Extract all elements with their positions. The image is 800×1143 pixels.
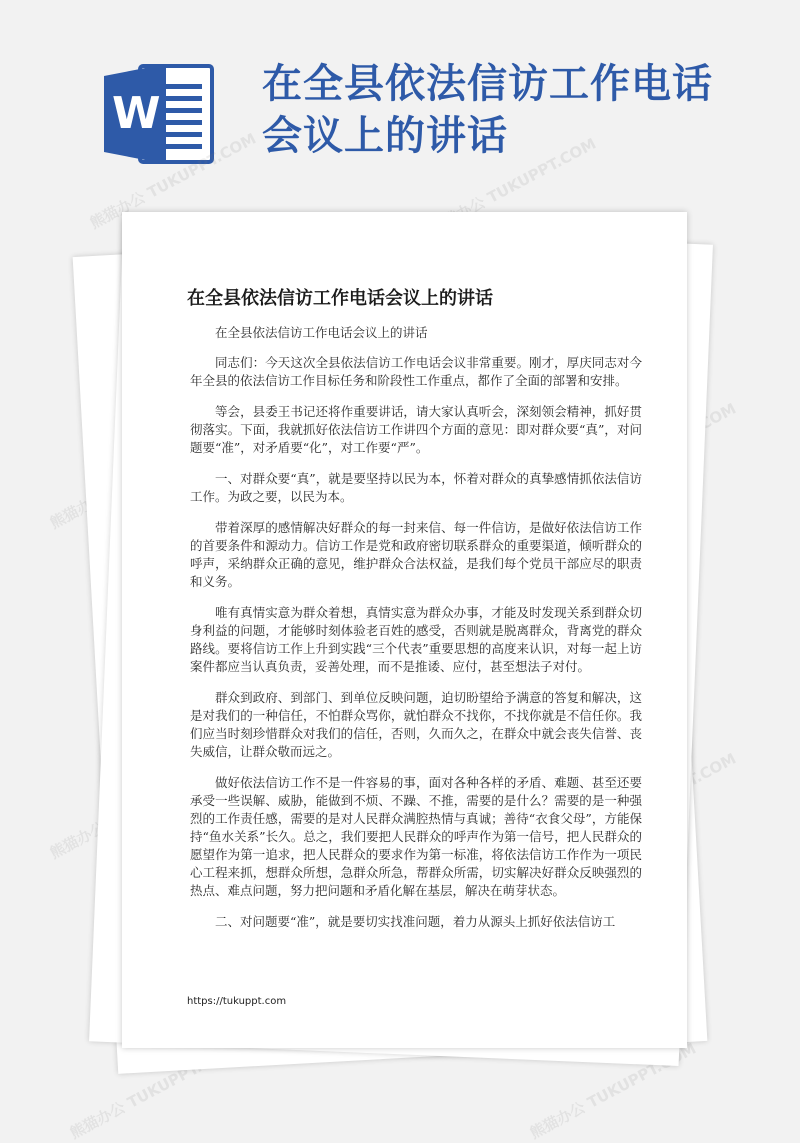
- paragraph: 带着深厚的感情解决好群众的每一封来信、每一件信访，是做好依法信访工作的首要条件和源动力。信访工作是党和政府密切联系群众的重要渠道，倾听群众的呼声，采纳群众正确的意见，维护群众合法权益，是我们每个党员干部应尽的职责和义务。: [190, 520, 642, 589]
- paragraph: 二、对问题要“准”，就是要切实找准问题，着力从源头上抓好依法信访工: [215, 914, 616, 929]
- document-subtitle: 在全县依法信访工作电话会议上的讲话: [215, 325, 428, 340]
- paragraph: 一、对群众要“真”，就是要坚持以民为本，怀着对群众的真挚感情抓依法信访工作。为政之要，以民为本。: [190, 471, 642, 504]
- watermark: 熊猫办公 TUKUPPT.COM: [426, 134, 600, 238]
- paragraph: 唯有真情实意为群众着想，真情实意为群众办事，才能及时发现关系到群众切身利益的问题，才能够时刻体验老百姓的感受，否则就是脱离群众，背离党的群众路线。要将信访工作上升到实践“三个代表”重要思想的高度来认识，对每一起上访案件都应当认真负责，妥善处理，而不是推诿、应付，甚至想法子对付。: [190, 605, 642, 674]
- watermark: 熊猫办公: [46, 488, 109, 533]
- source-url: https://tukuppt.com: [187, 996, 287, 1007]
- word-document-icon: [102, 62, 216, 166]
- paragraph: 做好依法信访工作不是一件容易的事，面对各种各样的矛盾、难题、甚至还要承受一些误解、威胁，能做到不烦、不躁、不推，需要的是什么？需要的是一种强烈的工作责任感，需要的是对人民群众满腔热情与真诚；善待“衣食父母”，方能保持“鱼水关系”长久。总之，我们要把人民群众的呼声作为第一信号，把人民群众的愿望作为第一追求，把人民群众的要求作为第一标准，将依法信访工作作为一项民心工程来抓，想群众所想，急群众所急，帮群众所需，切实解决好群众反映强烈的热点、难点问题，努力把问题和矛盾化解在基层，解决在萌芽状态。: [190, 775, 642, 898]
- document-title: 在全县依法信访工作电话会议上的讲话: [187, 288, 493, 309]
- paragraph: 群众到政府、到部门、到单位反映问题，迫切盼望给予满意的答复和解决，这是对我们的一种信任，不怕群众骂你，就怕群众不找你，不找你就是不信任你。我们应当时刻珍惜群众对我们的信任，否则，久而久之，在群众中就会丧失信誉、丧失威信，让群众敬而远之。: [190, 690, 642, 759]
- svg-text:W: W: [112, 88, 161, 139]
- watermark: 熊猫办公 TUKUPPT.COM: [66, 1039, 240, 1143]
- paragraph: 等会，县委王书记还将作重要讲话，请大家认真听会，深刻领会精神，抓好贯彻落实。下面，我就抓好依法信访工作讲四个方面的意见：即对群众要“真”，对问题要“准”，对矛盾要“化”，对工作要“严”。: [190, 404, 642, 455]
- paragraph: 同志们：今天这次全县依法信访工作电话会议非常重要。刚才，厚庆同志对今年全县的依法信访工作目标任务和阶段性工作重点，都作了全面的部署和安排。: [190, 355, 642, 388]
- document-page: [122, 212, 687, 1048]
- banner-title: 在全县依法信访工作电话会议上的讲话: [262, 61, 713, 159]
- watermark: 熊猫办公 TUKUPPT.COM: [86, 129, 260, 233]
- watermark: 熊猫办公 TUKUPPT.COM: [526, 1039, 700, 1143]
- watermark: 熊猫办公: [46, 818, 109, 863]
- document-body: [190, 324, 642, 944]
